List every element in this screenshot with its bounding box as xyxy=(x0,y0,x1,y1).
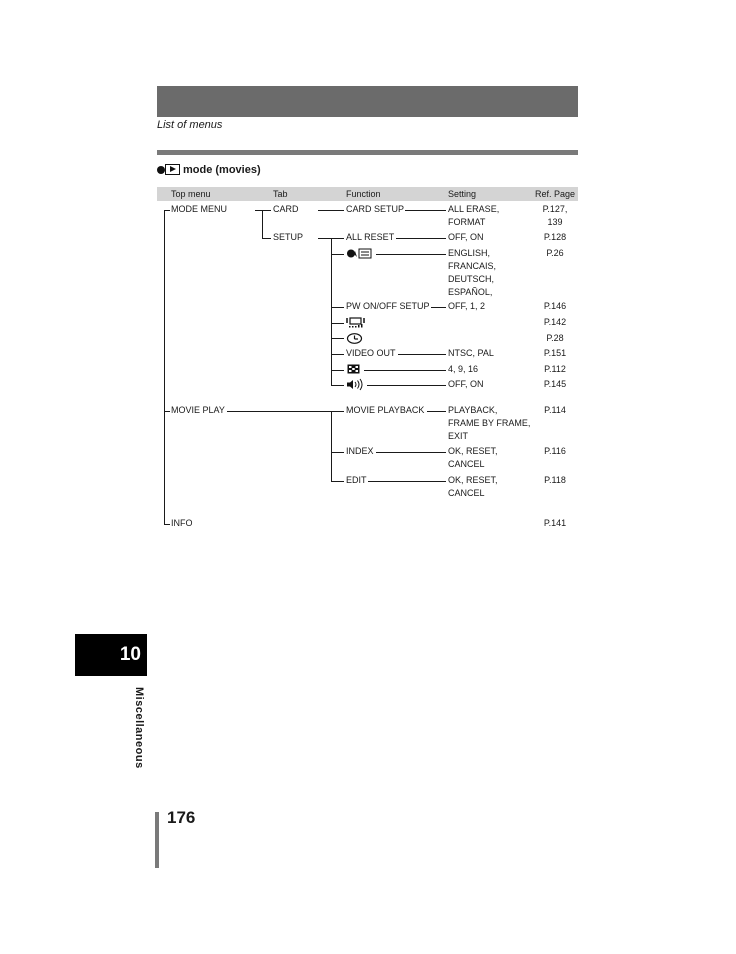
col-header-tab: Tab xyxy=(273,189,288,199)
tree-line xyxy=(318,210,344,211)
bullet-icon xyxy=(157,166,165,174)
function-all-reset: ALL RESET xyxy=(346,232,395,242)
tree-branch xyxy=(331,452,344,453)
tree-branch xyxy=(331,481,344,482)
tree-branch xyxy=(331,307,344,308)
leader-line xyxy=(431,307,446,308)
tree-branch xyxy=(262,238,271,239)
tree-branch xyxy=(164,411,170,412)
playback-mode-icon xyxy=(165,164,180,175)
leader-line xyxy=(396,238,446,239)
ref-movie-playback: P.114 xyxy=(544,405,566,415)
tab-setup: SETUP xyxy=(273,232,304,242)
leader-line xyxy=(376,452,446,453)
tree-branch xyxy=(331,385,344,386)
ref-beep-sound: P.145 xyxy=(543,379,567,389)
function-edit: EDIT xyxy=(346,475,367,485)
leader-line xyxy=(368,481,446,482)
menu-movie-play: MOVIE PLAY xyxy=(171,405,225,415)
tree-line-top xyxy=(164,210,165,525)
col-header-ref-page: Ref. Page xyxy=(535,189,576,199)
tree-line-tab xyxy=(262,210,263,238)
setting-index: OK, RESET, CANCEL xyxy=(448,446,498,469)
setting-video-out: NTSC, PAL xyxy=(448,348,494,358)
ref-pw-onoff: P.146 xyxy=(543,301,567,311)
function-index: INDEX xyxy=(346,446,374,456)
section-rule xyxy=(157,150,578,155)
page-number: 176 xyxy=(167,808,196,827)
section-heading xyxy=(157,164,261,176)
menu-info: INFO xyxy=(171,518,193,528)
language-icon xyxy=(346,248,374,260)
tree-branch xyxy=(164,524,170,525)
section-title: mode (movies) xyxy=(183,164,261,176)
tree-line-mode-to-card xyxy=(255,210,271,211)
tree-branch xyxy=(331,323,344,324)
setting-index-display: 4, 9, 16 xyxy=(448,364,479,374)
clock-icon xyxy=(347,333,363,344)
tree-line-movie-play xyxy=(227,411,344,412)
ref-card-setup: P.127, 139 xyxy=(542,204,568,227)
col-header-setting: Setting xyxy=(448,189,477,199)
setting-edit: OK, RESET, CANCEL xyxy=(448,475,498,498)
leader-line xyxy=(427,411,446,412)
menu-mode-menu: MODE MENU xyxy=(171,204,227,214)
tree-line-setup xyxy=(331,238,332,385)
function-pw-onoff-setup: PW ON/OFF SETUP xyxy=(346,301,430,311)
tab-card: CARD xyxy=(273,204,299,214)
page-subtitle: List of menus xyxy=(157,119,223,131)
ref-language: P.26 xyxy=(546,248,564,258)
leader-line xyxy=(405,210,446,211)
chapter-label: Miscellaneous xyxy=(133,687,145,769)
function-card-setup: CARD SETUP xyxy=(346,204,405,214)
leader-line xyxy=(367,385,446,386)
page-number-bar xyxy=(155,812,159,868)
setting-all-reset: OFF, ON xyxy=(448,232,484,242)
monitor-brightness-icon xyxy=(346,317,366,329)
tree-branch xyxy=(331,338,344,339)
col-header-function: Function xyxy=(346,189,381,199)
leader-line xyxy=(398,354,446,355)
tree-branch xyxy=(331,254,344,255)
tree-branch xyxy=(331,354,344,355)
setting-movie-playback: PLAYBACK, FRAME BY FRAME, EXIT xyxy=(448,405,531,441)
setting-language: ENGLISH, FRANCAIS, DEUTSCH, ESPAÑOL, xyxy=(448,248,497,297)
ref-all-reset: P.128 xyxy=(543,232,567,242)
chapter-tab: 10 xyxy=(75,634,147,676)
ref-clock: P.28 xyxy=(546,333,564,343)
setting-card-setup: ALL ERASE, FORMAT xyxy=(448,204,500,227)
ref-monitor: P.142 xyxy=(543,317,567,327)
ref-edit: P.118 xyxy=(544,475,566,485)
ref-video-out: P.151 xyxy=(543,348,567,358)
ref-info: P.141 xyxy=(543,518,567,528)
ref-index: P.116 xyxy=(544,446,566,456)
leader-line xyxy=(364,370,446,371)
col-header-top-menu: Top menu xyxy=(171,189,211,199)
tree-branch xyxy=(164,210,170,211)
index-display-icon xyxy=(347,364,361,375)
header-bar xyxy=(157,86,578,117)
leader-line xyxy=(376,254,446,255)
tree-branch xyxy=(331,370,344,371)
function-video-out: VIDEO OUT xyxy=(346,348,396,358)
function-movie-playback: MOVIE PLAYBACK xyxy=(346,405,425,415)
ref-index-display: P.112 xyxy=(544,364,566,374)
setting-pw-onoff: OFF, 1, 2 xyxy=(448,301,486,311)
tree-line-movie-functions xyxy=(331,411,332,481)
beep-sound-icon xyxy=(346,379,364,391)
setting-beep-sound: OFF, ON xyxy=(448,379,484,389)
